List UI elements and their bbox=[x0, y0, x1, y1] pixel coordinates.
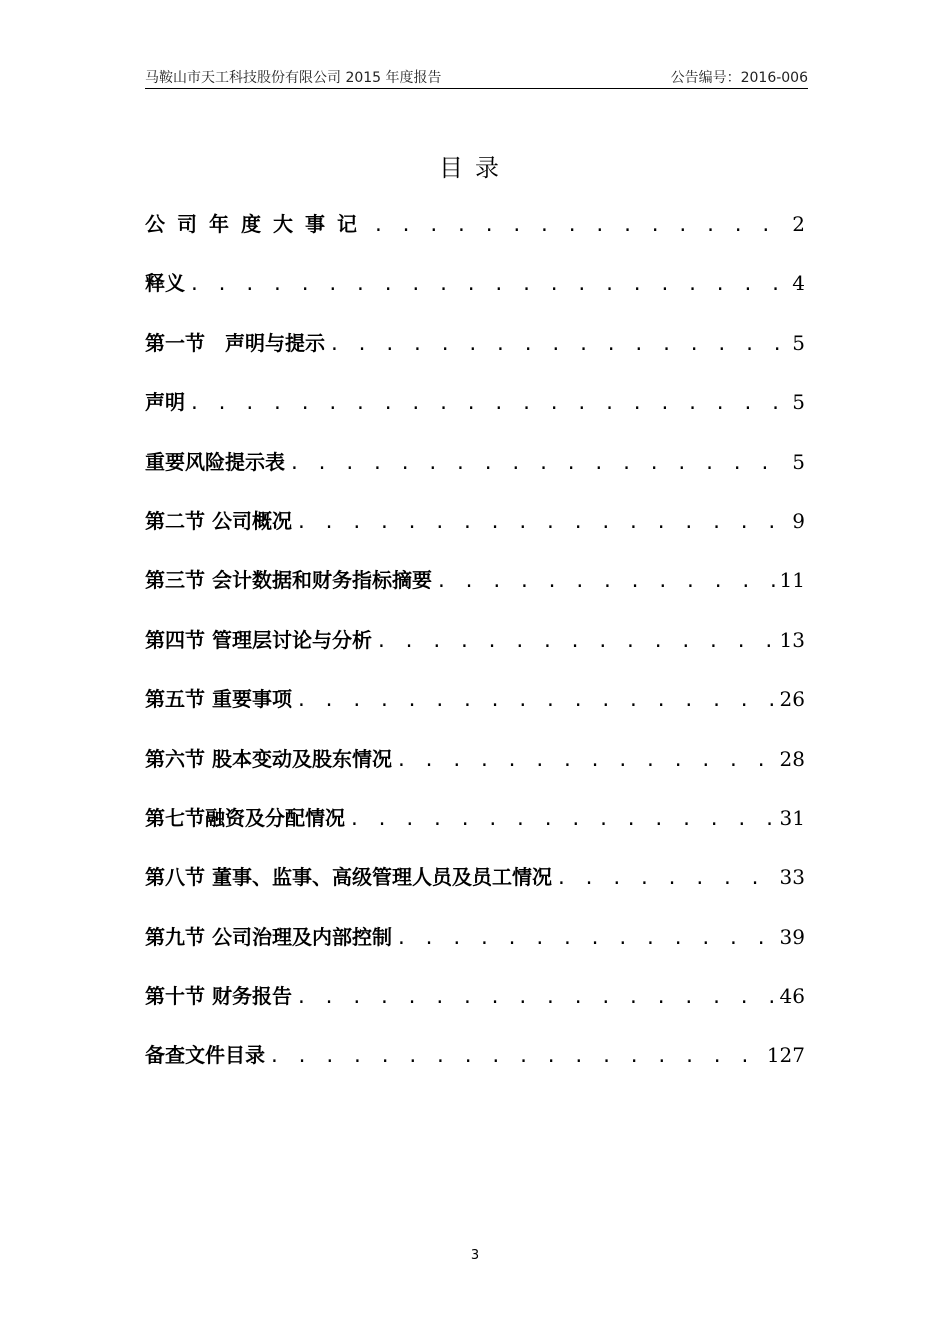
toc-entry-label: 第七节融资及分配情况 bbox=[145, 805, 345, 830]
toc-dot-leader bbox=[189, 384, 788, 424]
toc-entry[interactable] bbox=[145, 917, 805, 976]
header-report-title: 马鞍山市天工科技股份有限公司 2015 年度报告 bbox=[145, 70, 442, 86]
toc-entry-label: 第五节 重要事项 bbox=[145, 687, 292, 712]
toc-entry-page: 39 bbox=[779, 924, 805, 949]
toc-entry[interactable] bbox=[145, 798, 805, 857]
toc-entry-page: 31 bbox=[779, 805, 805, 830]
table-of-contents bbox=[145, 204, 805, 1095]
toc-entry-label: 第一节 声明与提示 bbox=[145, 330, 325, 355]
toc-entry[interactable] bbox=[145, 560, 805, 619]
toc-entry-label: 第四节 管理层讨论与分析 bbox=[145, 627, 372, 652]
toc-entry-label: 第九节 公司治理及内部控制 bbox=[145, 924, 392, 949]
toc-entry[interactable] bbox=[145, 442, 805, 501]
toc-entry-label: 公司年度大事记 bbox=[145, 212, 369, 236]
toc-entry[interactable] bbox=[145, 976, 805, 1035]
toc-entry[interactable] bbox=[145, 382, 805, 441]
toc-dot-leader bbox=[296, 681, 776, 721]
page-header bbox=[145, 62, 808, 89]
toc-entry[interactable] bbox=[145, 263, 805, 322]
toc-dot-leader bbox=[189, 265, 788, 305]
toc-entry-label: 释义 bbox=[145, 271, 185, 296]
toc-entry-label: 备查文件目录 bbox=[145, 1043, 265, 1068]
toc-dot-leader bbox=[556, 859, 776, 899]
toc-entry[interactable] bbox=[145, 204, 805, 263]
toc-entry[interactable] bbox=[145, 1035, 805, 1094]
toc-entry-page: 5 bbox=[792, 330, 805, 355]
toc-dot-leader bbox=[349, 800, 776, 840]
toc-entry-page: 33 bbox=[779, 865, 805, 890]
toc-entry-page: 13 bbox=[779, 627, 805, 652]
toc-entry[interactable] bbox=[145, 679, 805, 738]
toc-dot-leader bbox=[436, 562, 776, 602]
toc-entry-page: 127 bbox=[766, 1043, 805, 1068]
page-number: 3 bbox=[470, 1248, 480, 1263]
toc-entry[interactable] bbox=[145, 857, 805, 916]
toc-entry-label: 第八节 董事、监事、高级管理人员及员工情况 bbox=[145, 865, 552, 890]
toc-entry-page: 11 bbox=[779, 568, 805, 593]
toc-heading: 目录 bbox=[439, 154, 511, 182]
toc-entry[interactable] bbox=[145, 323, 805, 382]
toc-entry[interactable] bbox=[145, 501, 805, 560]
toc-dot-leader bbox=[373, 206, 788, 246]
toc-dot-leader bbox=[296, 503, 788, 543]
toc-dot-leader bbox=[289, 444, 788, 484]
toc-dot-leader bbox=[269, 1037, 763, 1077]
toc-dot-leader bbox=[296, 978, 776, 1018]
toc-entry-label: 第二节 公司概况 bbox=[145, 508, 292, 533]
toc-entry-label: 第十节 财务报告 bbox=[145, 984, 292, 1009]
toc-dot-leader bbox=[396, 741, 776, 781]
toc-entry-page: 5 bbox=[792, 390, 805, 415]
toc-entry[interactable] bbox=[145, 620, 805, 679]
toc-entry-label: 声明 bbox=[145, 390, 185, 415]
toc-entry-label: 第六节 股本变动及股东情况 bbox=[145, 746, 392, 771]
toc-entry-page: 46 bbox=[779, 984, 805, 1009]
toc-entry-page: 2 bbox=[792, 212, 805, 236]
toc-entry-page: 4 bbox=[792, 271, 805, 296]
toc-entry-page: 26 bbox=[779, 687, 805, 712]
toc-dot-leader bbox=[396, 919, 776, 959]
toc-entry-page: 5 bbox=[792, 449, 805, 474]
toc-entry-page: 9 bbox=[792, 508, 805, 533]
toc-entry-label: 第三节 会计数据和财务指标摘要 bbox=[145, 568, 432, 593]
header-announcement-number: 公告编号：2016-006 bbox=[670, 70, 808, 86]
toc-dot-leader bbox=[376, 622, 776, 662]
toc-entry-page: 28 bbox=[779, 746, 805, 771]
toc-dot-leader bbox=[329, 325, 788, 365]
toc-entry-label: 重要风险提示表 bbox=[145, 449, 285, 474]
toc-entry[interactable] bbox=[145, 739, 805, 798]
